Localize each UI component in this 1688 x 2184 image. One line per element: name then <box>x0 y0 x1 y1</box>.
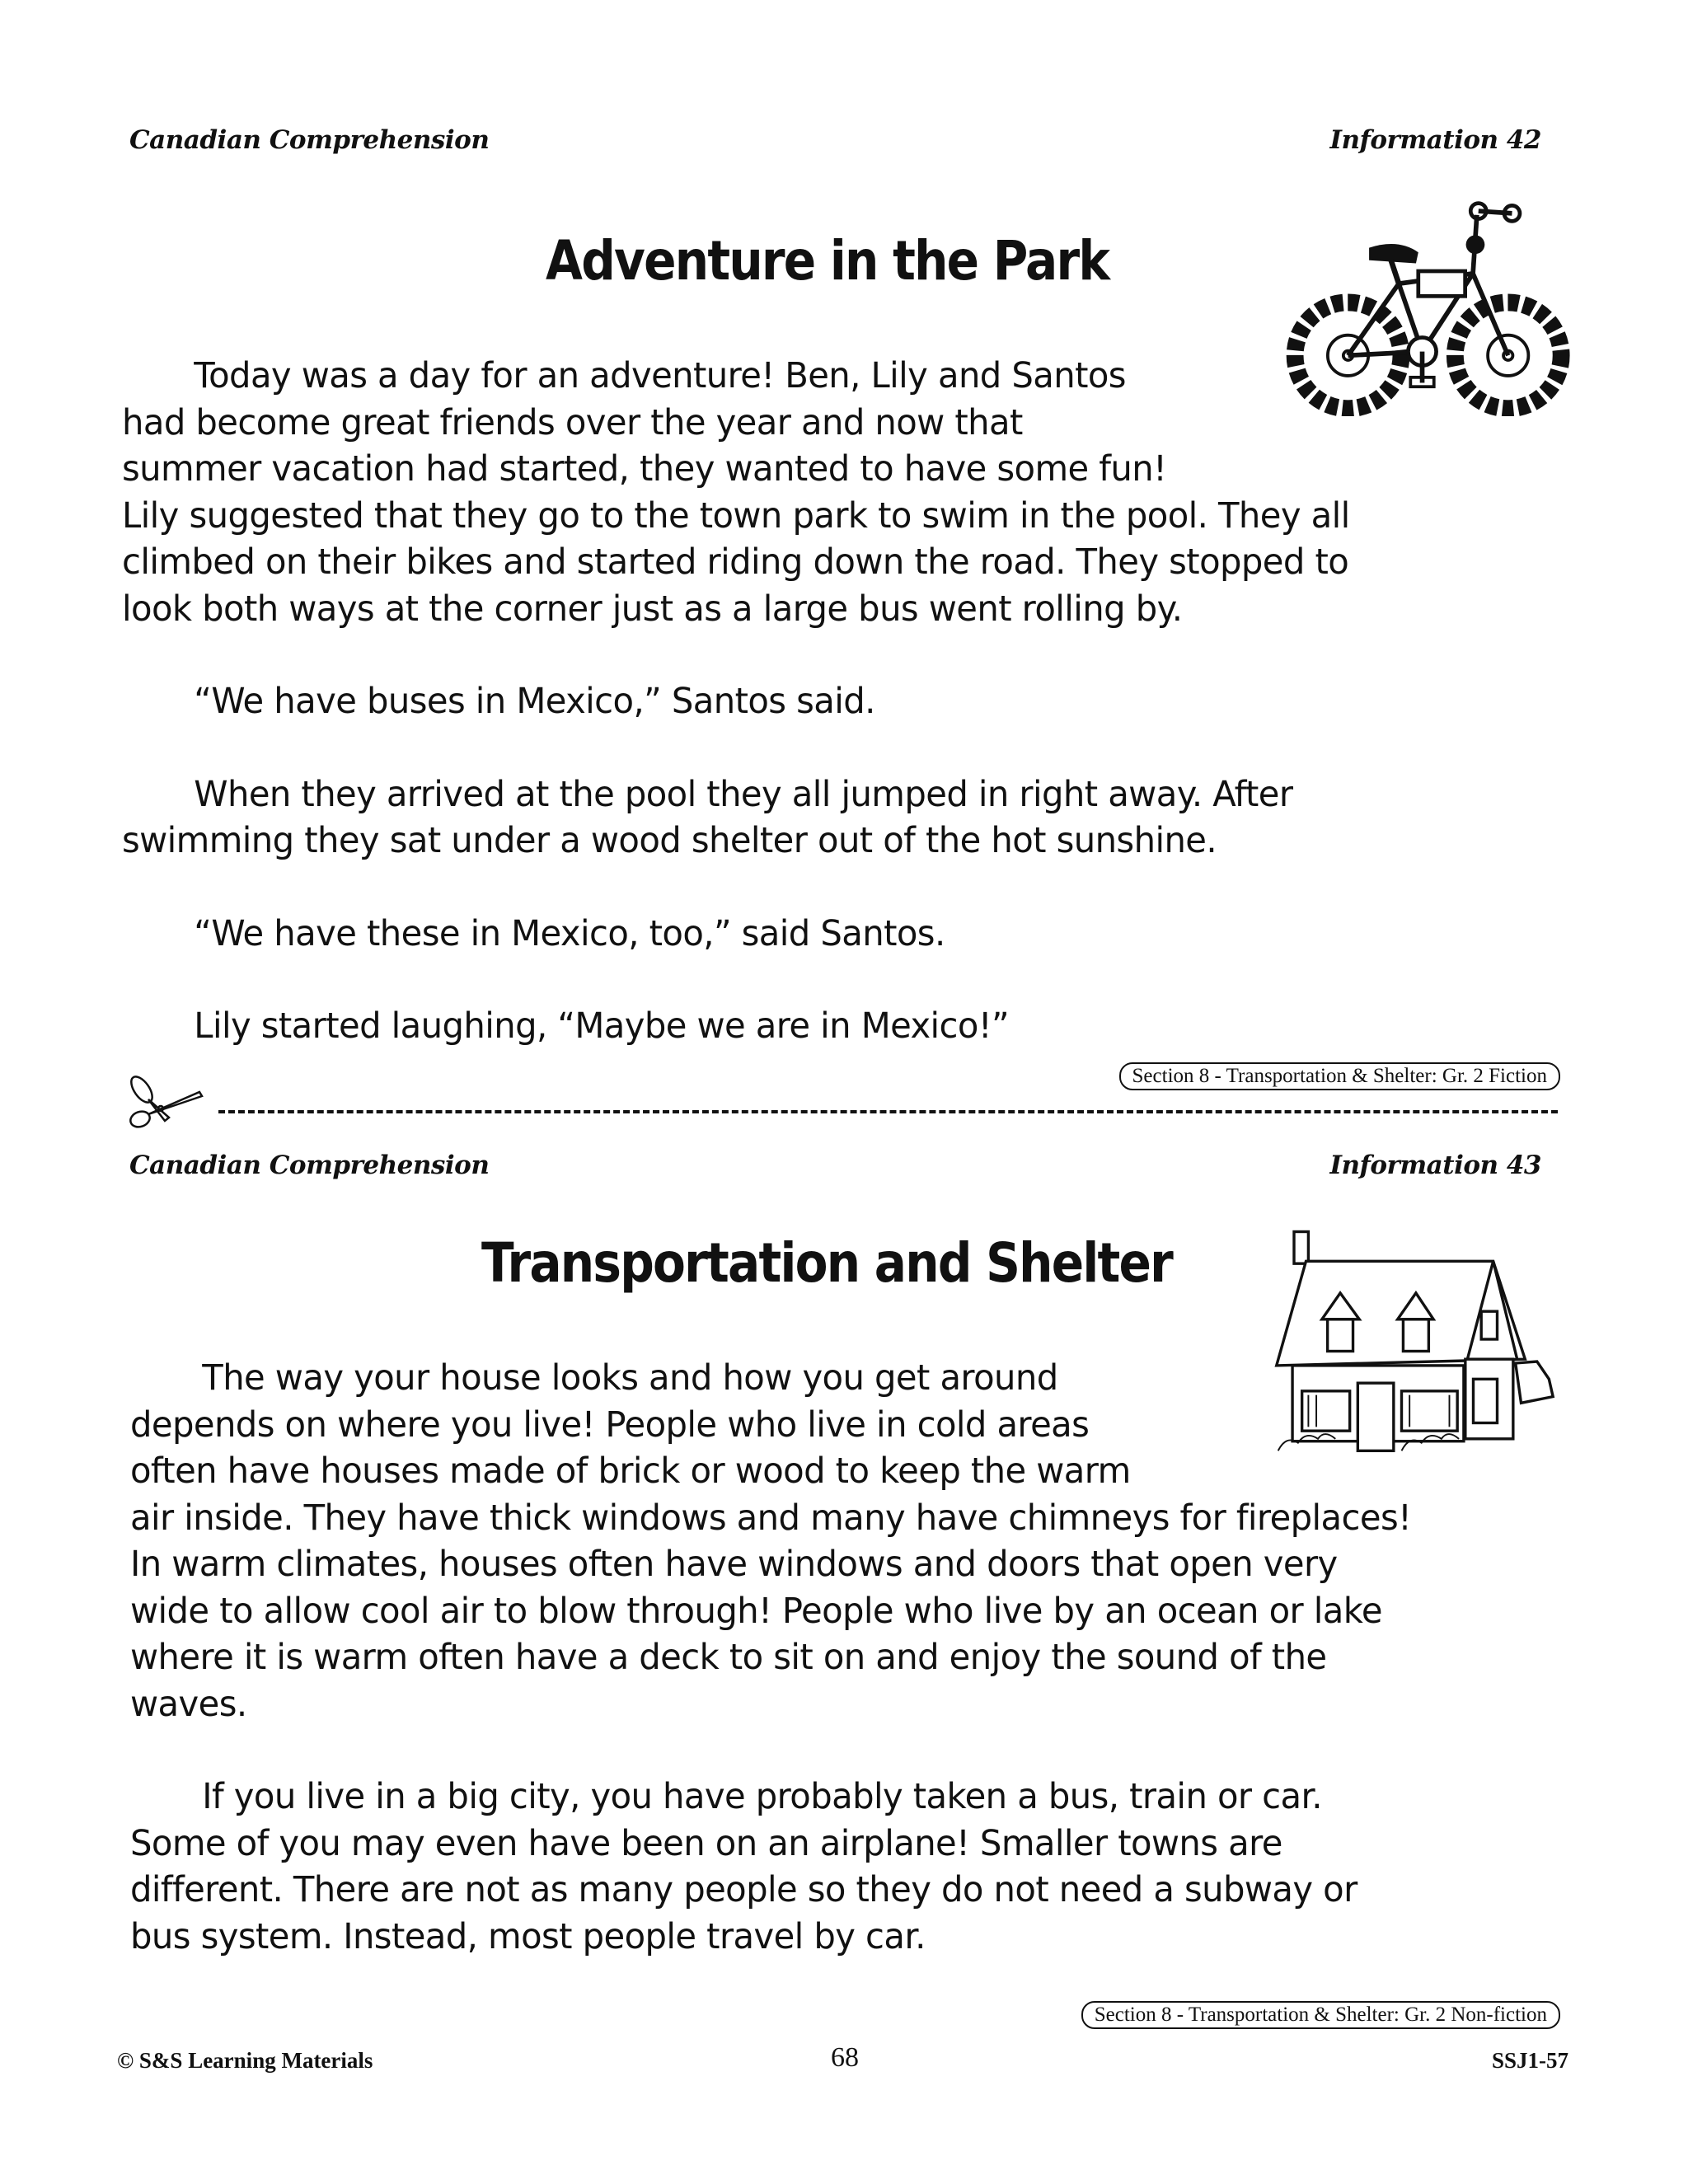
section-tag: Section 8 - Transportation & Shelter: Gr. 2 Fiction <box>1119 1062 1560 1090</box>
paragraph-line: look both ways at the corner just as a large bus went rolling by. <box>122 588 1183 630</box>
copyright: © S&S Learning Materials <box>117 2048 373 2073</box>
article-title: Transportation and Shelter <box>481 1231 1173 1295</box>
paragraph-line: “We have buses in Mexico,” Santos said. <box>194 681 875 722</box>
paragraph-line: If you live in a big city, you have probably taken a bus, train or car. <box>202 1776 1322 1817</box>
paragraph-line: In warm climates, houses often have windows and doors that open very <box>130 1544 1338 1585</box>
running-header-right: Information 43 <box>1329 1151 1541 1180</box>
paragraph-line: waves. <box>130 1683 247 1725</box>
page-number: 68 <box>831 2042 859 2073</box>
paragraph-line: air inside. They have thick windows and many have chimneys for fireplaces! <box>130 1497 1412 1539</box>
paragraph-line: summer vacation had started, they wanted to have some fun! <box>122 448 1167 490</box>
paragraph-line: where it is warm often have a deck to sit on and enjoy the sound of the <box>130 1637 1327 1678</box>
paragraph-line: bus system. Instead, most people travel by car. <box>130 1915 926 1957</box>
paragraph-line: When they arrived at the pool they all jumped in right away. After <box>194 773 1293 815</box>
section-tag: Section 8 - Transportation & Shelter: Gr. 2 Non-fiction <box>1081 2001 1560 2029</box>
product-code: SSJ1-57 <box>1491 2048 1568 2073</box>
article-body <box>130 1355 1411 1960</box>
running-header-left: Canadian Comprehension <box>129 1151 490 1180</box>
paragraph-line: wide to allow cool air to blow through! People who live by an ocean or lake <box>130 1590 1382 1632</box>
paragraph-line: “We have these in Mexico, too,” said Santos. <box>194 912 945 954</box>
paragraph-line: swimming they sat under a wood shelter out of the hot sunshine. <box>122 820 1217 861</box>
running-header-right: Information 42 <box>1329 125 1541 155</box>
scissors-icon <box>124 1071 214 1137</box>
paragraph-line: Some of you may even have been on an airplane! Smaller towns are <box>130 1822 1282 1864</box>
paragraph-line: different. There are not as many people so they do not need a subway or <box>130 1869 1357 1910</box>
paragraph-line: climbed on their bikes and started riding down the road. They stopped to <box>122 541 1349 583</box>
paragraph-line: had become great friends over the year and now that <box>122 401 1023 443</box>
paragraph-line: The way your house looks and how you get around <box>202 1357 1058 1399</box>
cut-line-divider <box>218 1110 1558 1113</box>
story-body <box>122 353 1350 1050</box>
paragraph-line: Lily started laughing, “Maybe we are in Mexico!” <box>194 1005 1010 1047</box>
paragraph-line: Lily suggested that they go to the town park to swim in the pool. They all <box>122 494 1350 537</box>
paragraph-line: often have houses made of brick or wood to keep the warm <box>130 1451 1131 1492</box>
story-title: Adventure in the Park <box>546 229 1109 293</box>
paragraph-line: depends on where you live! People who live in cold areas <box>130 1404 1090 1446</box>
paragraph-line: Today was a day for an adventure! Ben, Lily and Santos <box>194 355 1126 396</box>
running-header-left: Canadian Comprehension <box>129 125 490 155</box>
